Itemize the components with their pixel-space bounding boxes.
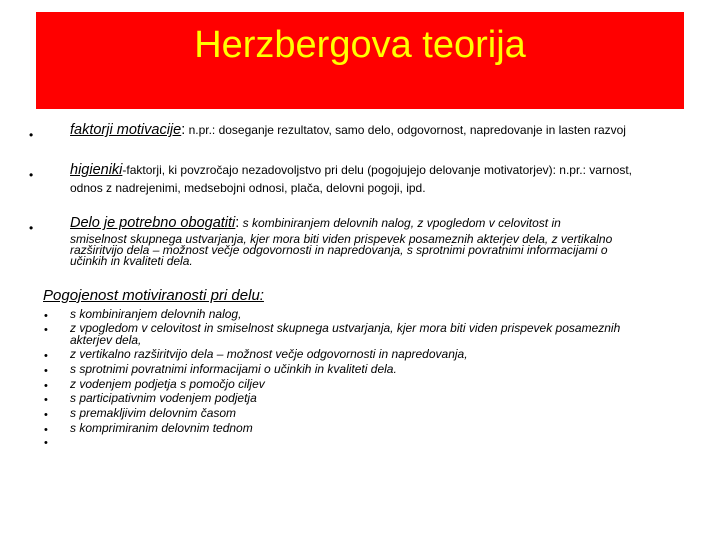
list-item: akterjev dela, (70, 333, 142, 347)
bullet-2-line-2: odnos z nadrejenimi, medsebojni odnosi, plača, delovni pogoji, ipd. (70, 181, 426, 195)
bullet-3-text: s kombiniranjem delovnih nalog, z vpogledom v celovitost in (239, 216, 561, 230)
bullet-1-text: n.pr.: doseganje rezultatov, samo delo, odgovornost, napredovanje in lasten razvoj (185, 123, 626, 137)
bullet-3-line-3: razširitvijo dela – možnost večje odgovornosti in napredovanja, s sprotnimi povratnimi informacijami o (70, 243, 608, 257)
bullet-1 (70, 124, 670, 137)
list-item: z vpogledom v celovitost in smiselnost skupnega ustvarjanja, kjer mora biti viden prispevek posameznih (70, 321, 621, 335)
list-bullet: • (44, 424, 48, 436)
list-item: z vodenjem podjetja s pomočjo ciljev (70, 377, 265, 391)
bullet-2-text: -faktorji, ki povzročajo nezadovoljstvo pri delu (pogojujejo delovanje motivatorjev): n.pr.: varnost, (122, 163, 632, 177)
list-item: s komprimiranim delovnim tednom (70, 421, 253, 435)
bullet-3-line-2: smiselnost skupnega ustvarjanja, kjer mora biti viden prispevek posameznih akterjev dela, z vertikalno (70, 232, 613, 246)
bullet-2-lead: higieniki (70, 162, 123, 178)
list-bullet: • (44, 437, 48, 449)
bullet-3-line-4: učinkih in kvaliteti dela. (70, 254, 193, 268)
bullet-marker: • (29, 221, 34, 235)
slide-title: Herzbergova teorija (194, 24, 526, 66)
list-bullet: • (44, 350, 48, 362)
bullet-3 (70, 217, 670, 230)
bullet-3-lead: Delo je potrebno obogatiti (70, 215, 236, 231)
list-bullet: • (44, 365, 48, 377)
bullet-marker: • (29, 128, 34, 142)
bullet-1-lead: faktorji motivacije (70, 122, 182, 138)
bullet-1-sep: : (181, 122, 186, 138)
list-bullet: • (44, 409, 48, 421)
list-item: s sprotnimi povratnimi informacijami o učinkih in kvaliteti dela. (70, 362, 397, 376)
list-item: s participativnim vodenjem podjetja (70, 391, 257, 405)
list-item: s premakljivim delovnim časom (70, 406, 237, 420)
bullet-3-sep: : (235, 215, 240, 231)
list-item: s kombiniranjem delovnih nalog, (70, 307, 242, 321)
list-bullet: • (44, 394, 48, 406)
list-bullet: • (44, 324, 48, 336)
section-heading: Pogojenost motiviranosti pri delu: (43, 287, 264, 304)
list-bullet: • (44, 310, 48, 322)
bullet-marker: • (29, 168, 34, 182)
bullet-2 (70, 164, 670, 177)
list-bullet: • (44, 380, 48, 392)
list-item: z vertikalno razširitvijo dela – možnost večje odgovornosti in napredovanja, (70, 347, 468, 361)
title-banner (36, 12, 684, 109)
